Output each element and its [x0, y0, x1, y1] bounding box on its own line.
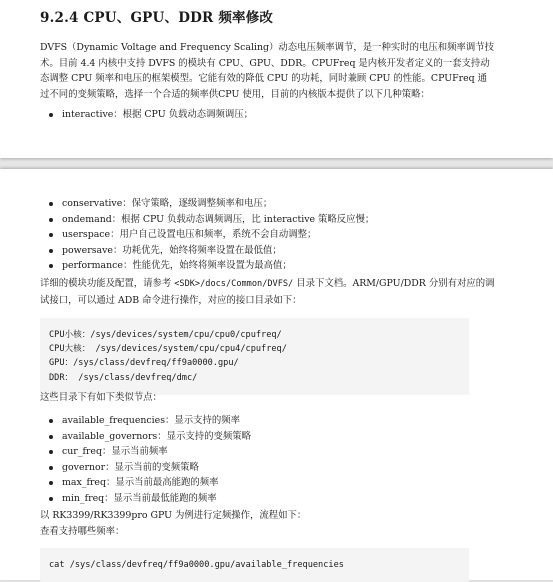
- node-item-governor: governor：显示当前的变频策略: [62, 460, 495, 476]
- detail-suffix: 目录下文档。ARM/GPU/DDR 分别有对应的调试接口，可以通过 ADB 命令进行操作，对应的接口目录如下：: [40, 278, 495, 306]
- policy-list-page1: [40, 107, 495, 123]
- node-list: [40, 413, 495, 506]
- detail-prefix: 详细的模块功能及配置，请参考: [40, 278, 175, 289]
- policy-item-ondemand: ondemand：根据 CPU 负载动态调频调压，比 interactive 策略反应慢；: [62, 212, 495, 228]
- docs-path-code: <SDK>/docs/Common/DVFS/: [174, 279, 294, 289]
- detail-block: [40, 276, 495, 308]
- policy-item-conservative: conservative：保守策略，逐级调整频率和电压；: [62, 196, 495, 212]
- intro-block: [40, 40, 495, 102]
- node-item-max-freq: max_freq：显示当前最高能跑的频率: [62, 475, 495, 491]
- sysfs-paths-code: CPU小核：/sys/devices/system/cpu/cpu0/cpufreq/ CPU大核： /sys/devices/system/cpu/cpu4/cpufreq/ GPU：/sys/class/devfreq/ff9a0000.gpu/ DDR： /sys/class/devfreq/dmc/: [40, 318, 469, 395]
- node-item-available-governors: available_governors：显示支持的变频策略: [62, 429, 495, 445]
- cmd-code-block: [40, 548, 469, 582]
- example-intro-line: 以 RK3399/RK3399pro GPU 为例进行定频操作，流程如下：: [40, 510, 307, 521]
- document-page-2: [0, 169, 553, 580]
- detail-paragraph: [40, 276, 495, 308]
- document-page-1: [0, 0, 553, 158]
- policy-item-powersave: powersave：功耗优先，始终将频率设置在最低值；: [62, 243, 495, 259]
- available-frequencies-cmd: cat /sys/class/devfreq/ff9a0000.gpu/available_frequencies: [40, 548, 469, 582]
- example-step-line: 查看支持哪些频率：: [40, 525, 125, 537]
- policy-list-page2: [40, 196, 495, 274]
- paths-code-block: [40, 318, 469, 395]
- section-heading: 9.2.4 CPU、GPU、DDR 频率修改: [40, 10, 274, 26]
- policy-item-interactive: interactive：根据 CPU 负载动态调频调压；: [62, 107, 495, 123]
- nodes-intro-text: 这些目录下有如下类似节点：: [40, 392, 162, 403]
- policy-item-userspace: userspace：用户自己设置电压和频率，系统不会自动调整；: [62, 227, 495, 243]
- policy-item-performance: performance：性能优先，始终将频率设置为最高值；: [62, 258, 495, 274]
- node-item-cur-freq: cur_freq：显示当前频率: [62, 444, 495, 460]
- dvfs-intro-paragraph: DVFS（Dynamic Voltage and Frequency Scaling）动态电压频率调节，是一种实时的电压和频率调节技术。目前 4.4 内核中支持 DVFS 的模块有 CPU、GPU、DDR。CPUFreq 是内核开发者定义的一套支持动态调整 CPU 频率和电压的框架模型。它能有效的降低 CPU 的功耗，同时兼顾 CPU 的性能。CPUFreq 通过不同的变频策略，选择一个合适的频率供CPU 使用，目前的内核版本提供了以下几种策略：: [40, 42, 495, 100]
- node-item-min-freq: min_freq：显示当前最低能跑的频率: [62, 491, 495, 507]
- example-block: [40, 508, 495, 539]
- node-item-available-frequencies: available_frequencies：显示支持的频率: [62, 413, 495, 429]
- nodes-intro-block: [40, 390, 495, 406]
